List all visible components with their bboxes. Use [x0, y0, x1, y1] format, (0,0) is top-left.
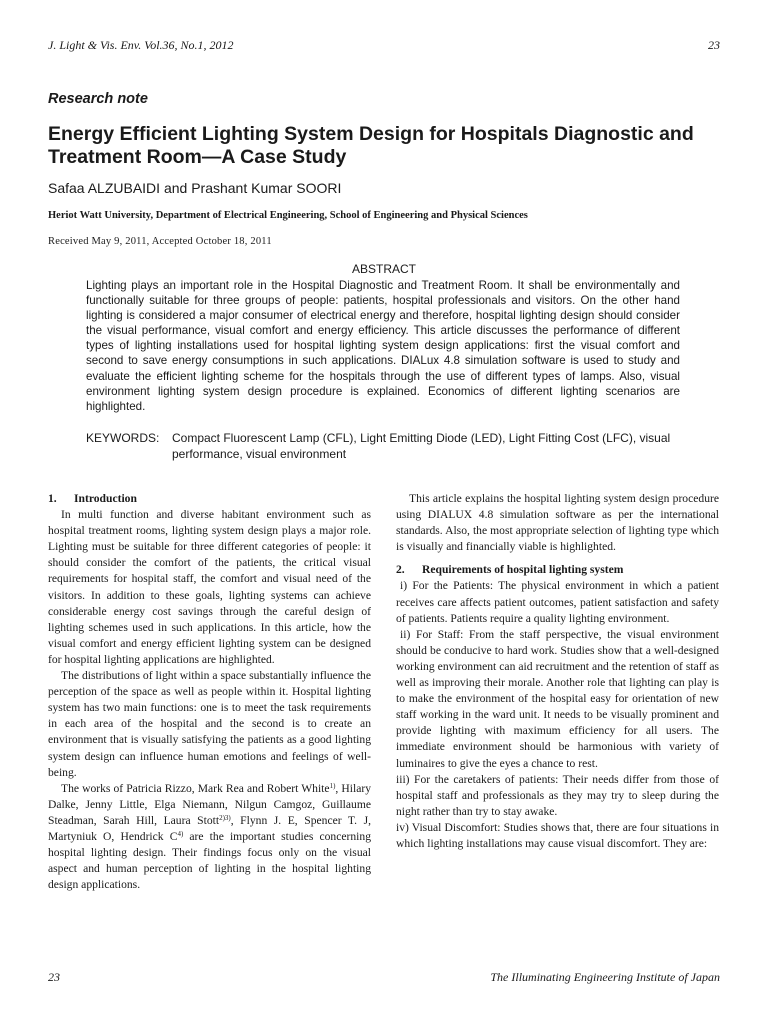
requirement-visual-discomfort: iv) Visual Discomfort: Studies shows that, there are four situations in which lighting installations may cause visual discomfort. They are:	[396, 820, 719, 850]
section-title: Requirements of hospital lighting system	[422, 563, 624, 577]
reference-marker: 2)3)	[219, 813, 231, 822]
header-page-number: 23	[708, 38, 720, 52]
keywords-list: Compact Fluorescent Lamp (CFL), Light Emitting Diode (LED), Light Fitting Cost (LFC), visual performance, visual environment	[172, 431, 671, 461]
requirement-patients: i) For the Patients: The physical environment in which a patient receives care affects patient outcomes, patient satisfaction and safety of patients. Patients require a quality lighting environment.	[396, 579, 719, 625]
article-type: Research note	[48, 91, 148, 107]
abstract-text: Lighting plays an important role in the Hospital Diagnostic and Treatment Room. It shall be environmentally and functionally suitable for three groups of people: patients, hospital professionals and visitors. On the other hand lighting is considered a major consumer of electrical energy and therefore, hospital lighting design should consider the visual performance, visual comfort and energy efficiency. This article discusses the performance of different types of lighting installations used for hospital lighting system design applications: first the visual comfort and second to save energy consumptions in such applications. DIALux 4.8 simulation software is used to study and evaluate the efficient lighting scheme for the hospitals through the use of different types of lamps. Also, visual environment lighting system design procedure is explained. Economics of different lighting scenarios are highlighted.	[86, 279, 680, 413]
intro-paragraph-1: In multi function and diverse habitant environment such as hospital treatment rooms, lighting system design plays a major role. Lighting must be suitable for three different categories of people: it should consider the comfort of the patients, the critical visual requirements for hospital staff, the comfort and visual need of the visitors. In addition to these goals, lighting systems can achieve considerable energy cost savings through the careful design of lighting schemes used in such applications. In this article, how the visual comfort and energy efficient lighting system can be designed for hospital lighting applications are highlighted.	[48, 508, 371, 666]
abstract-heading: ABSTRACT	[351, 262, 416, 276]
keywords-label: KEYWORDS:	[86, 431, 160, 445]
intro-paragraph-2: The distributions of light within a space substantially influence the perception of the space as well as people within it. Hospital lighting system has two main functions: one is to meet the task requirements in each area of the hospital and the second is to create an environment that is visually satisfying the patients as a good lighting system design can influence human emotions and feelings of well-being.	[48, 669, 371, 779]
journal-citation: J. Light & Vis. Env. Vol.36, No.1, 2012	[48, 38, 234, 52]
intro-p3-text-c: , Flynn J. E, Spencer T. J, Martyniuk O, Hendrick C	[48, 813, 371, 843]
reference-marker: 4)	[177, 829, 184, 838]
running-footer	[48, 970, 720, 986]
requirement-caretakers: iii) For the caretakers of patients: Their needs differ from those of hospital staff and professionals as they may try to sleep during the night rather than try to stay awake.	[396, 772, 719, 818]
intro-paragraph-3	[48, 781, 371, 894]
intro-p3-text-a: The works of Patricia Rizzo, Mark Rea and Robert White	[61, 781, 330, 795]
requirement-staff: ii) For Staff: From the staff perspective, the visual environment should be conducive to hard work. Studies show that a well-designed working environment can aid recruitment and the retention of staff as well as improving their morale. Another role that lighting can play is to make the environment of the hospital easy for orientation of new staff working in the ward unit. It needs to be visually prominent and provide lighting with maximum efficiency for all users. The immediate environment should be harmonious with variety of luminaires to give the eyes a chance to rest.	[396, 627, 719, 770]
received-accepted-dates: Received May 9, 2011, Accepted October 18, 2011	[48, 236, 272, 247]
section-number: 2.	[396, 563, 405, 577]
publisher-name: The Illuminating Engineering Institute of Japan	[490, 970, 720, 984]
section-number: 1.	[48, 492, 57, 505]
author-list: Safaa ALZUBAIDI and Prashant Kumar SOORI	[48, 180, 342, 196]
footer-page-number: 23	[48, 970, 60, 984]
left-column	[48, 491, 371, 893]
reference-marker: 1)	[329, 781, 336, 790]
intro-p3-text-b: , Hilary Dalke, Jenny Little, Elga Niemann, Nilgun Camgoz, Guillaume Steadman, Sarah Hill, Laura Stott	[48, 781, 371, 827]
affiliation: Heriot Watt University, Department of Electrical Engineering, School of Engineering and Physical Sciences	[48, 210, 528, 221]
section-title: Introduction	[74, 492, 137, 505]
intro-p3-text-d: are the important studies concerning hospital lighting design. Their findings focus only on the visual aspect and human perception of lighting in the hospital lighting design applications.	[48, 829, 371, 892]
spacer	[396, 555, 719, 562]
article-title: Energy Efficient Lighting System Design for Hospitals Diagnostic and Treatment Room—A Case Study	[48, 123, 694, 168]
section-heading-introduction	[48, 491, 371, 507]
intro-continuation-paragraph: This article explains the hospital lighting system design procedure using DIALUX 4.8 simulation software as per the international standards. Also, the most appropriate selection of lighting type which is visually and financially viable is highlighted.	[396, 492, 719, 554]
right-column	[396, 491, 719, 852]
section-heading-requirements	[396, 562, 719, 578]
running-header	[48, 38, 720, 54]
